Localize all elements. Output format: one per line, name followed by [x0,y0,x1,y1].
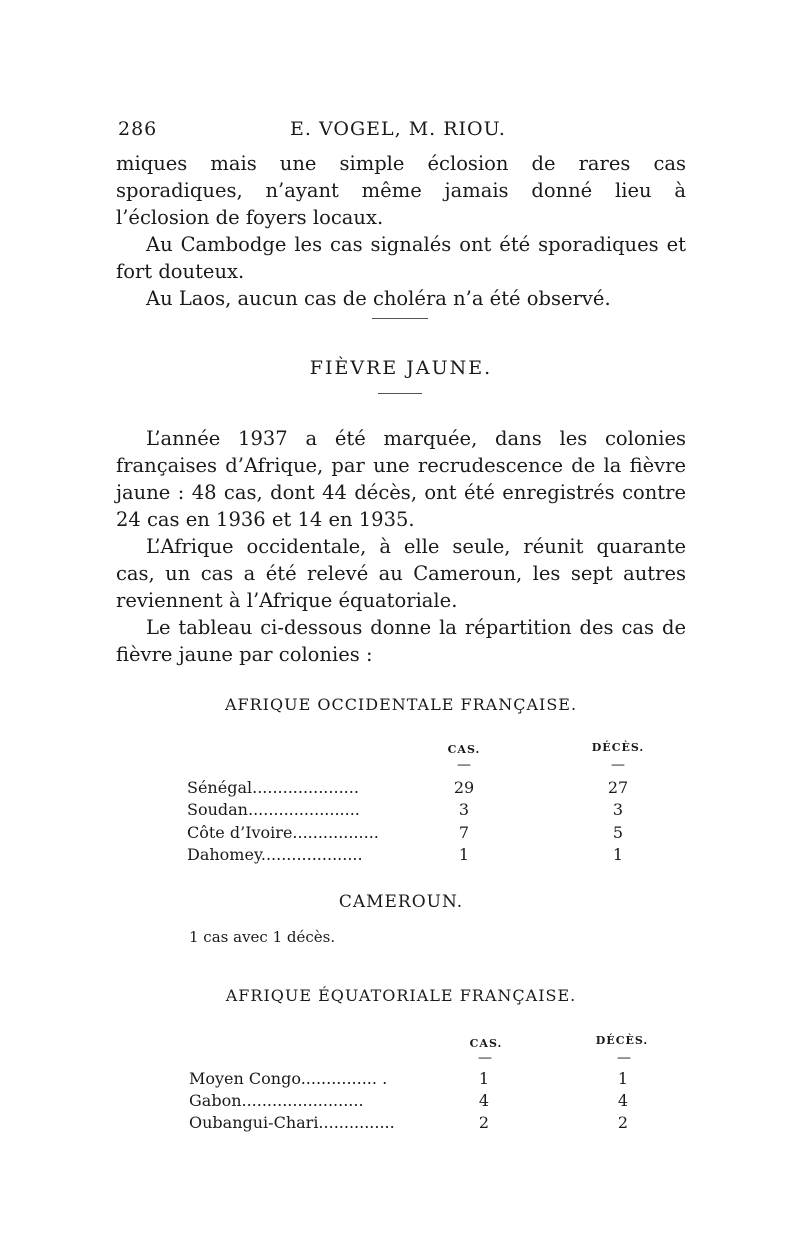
colony-name: Sénégal..................... [187,778,359,797]
section-title: FIÈVRE JAUNE. [309,357,493,379]
cas-value: 1 [478,1069,490,1088]
table-row [189,1091,649,1113]
cas-value: 29 [453,778,475,797]
paragraph: Au Cambodge les cas signalés ont été sporadiques et fort douteux. [116,233,686,283]
deces-value: 2 [617,1113,629,1132]
table-title-aef: AFRIQUE ÉQUATORIALE FRANÇAISE. [225,986,577,1005]
cas-value: 2 [478,1113,490,1132]
fievre-jaune-text [116,425,686,668]
section-divider [372,318,428,319]
cholera-text [116,150,686,312]
paragraph: L’année 1937 a été marquée, dans les colonies françaises d’Afrique, par une recrudescence de la fièvre jaune : 48 cas, dont 44 décès, ont été enregistrés contre 24 cas en 1936 et 14 en 1935. [116,427,686,531]
table-row [187,845,647,867]
header-authors: E. VOGEL, M. RIOU. [290,118,506,140]
paragraph: Au Laos, aucun cas de choléra n’a été observé. [146,287,611,310]
colony-name: Soudan...................... [187,800,360,819]
page-number: 286 [118,118,158,140]
paragraph: Le tableau ci-dessous donne la répartition des cas de fièvre jaune par colonies : [116,616,686,666]
title-underline [378,393,422,394]
cameroun-note: 1 cas avec 1 décès. [189,928,336,946]
cas-value: 4 [478,1091,490,1110]
table-title-aof: AFRIQUE OCCIDENTALE FRANÇAISE. [224,695,578,714]
column-dash: — [617,1050,631,1066]
column-dash: — [457,757,471,773]
cas-value: 1 [458,845,470,864]
deces-value: 1 [612,845,624,864]
deces-value: 4 [617,1091,629,1110]
table-row [189,1113,649,1135]
colony-name: Gabon........................ [189,1091,364,1110]
table-row [187,800,647,822]
column-header-deces: DÉCÈS. [595,1034,649,1047]
colony-name: Côte d’Ivoire................. [187,823,379,842]
column-dash: — [611,757,625,773]
colony-name: Dahomey.................... [187,845,363,864]
table-row [187,778,647,800]
column-header-cas: CAS. [469,1037,503,1050]
cas-value: 3 [458,800,470,819]
column-dash: — [478,1050,492,1066]
cas-value: 7 [458,823,470,842]
column-header-deces: DÉCÈS. [591,741,645,754]
deces-value: 1 [617,1069,629,1088]
table-row [187,823,647,845]
deces-value: 27 [607,778,629,797]
column-header-cas: CAS. [447,743,481,756]
paragraph: miques mais une simple éclosion de rares cas sporadiques, n’ayant même jamais donné lieu à l’éclosion de foyers locaux. [116,152,686,229]
cameroun-heading: CAMEROUN. [338,892,464,912]
colony-name: Moyen Congo............... . [189,1069,388,1088]
paragraph: L’Afrique occidentale, à elle seule, réunit quarante cas, un cas a été relevé au Cameroun, les sept autres reviennent à l’Afrique équatoriale. [116,535,686,612]
deces-value: 3 [612,800,624,819]
colony-name: Oubangui-Chari............... [189,1113,395,1132]
table-row [189,1069,649,1091]
deces-value: 5 [612,823,624,842]
running-head [118,118,678,146]
